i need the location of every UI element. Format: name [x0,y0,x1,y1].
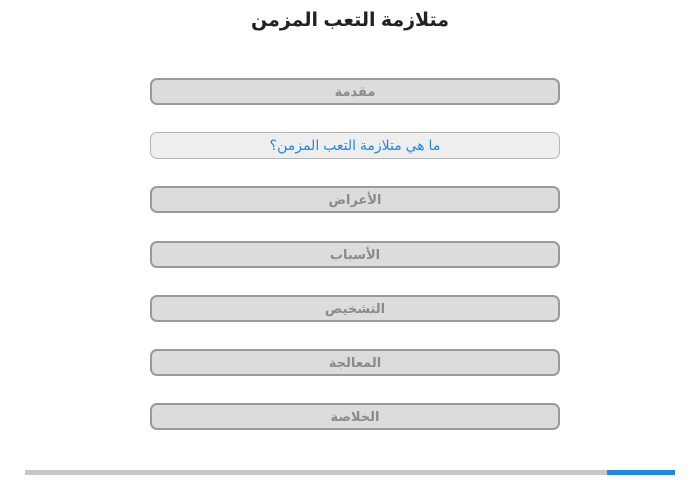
menu-item-treatment[interactable]: المعالجة [150,349,560,376]
progress-bar-fill [607,470,675,475]
menu-item-what-is-cfs[interactable]: ما هي متلازمة التعب المزمن؟ [150,132,560,159]
menu-item-causes[interactable]: الأسباب [150,241,560,268]
section-menu [150,78,560,457]
menu-item-diagnosis[interactable]: التشخيص [150,295,560,322]
page-title: متلازمة التعب المزمن [250,10,450,31]
progress-bar [25,470,675,475]
menu-item-introduction[interactable]: مقدمة [150,78,560,105]
menu-item-symptoms[interactable]: الأعراض [150,186,560,213]
menu-item-summary[interactable]: الخلاصة [150,403,560,430]
